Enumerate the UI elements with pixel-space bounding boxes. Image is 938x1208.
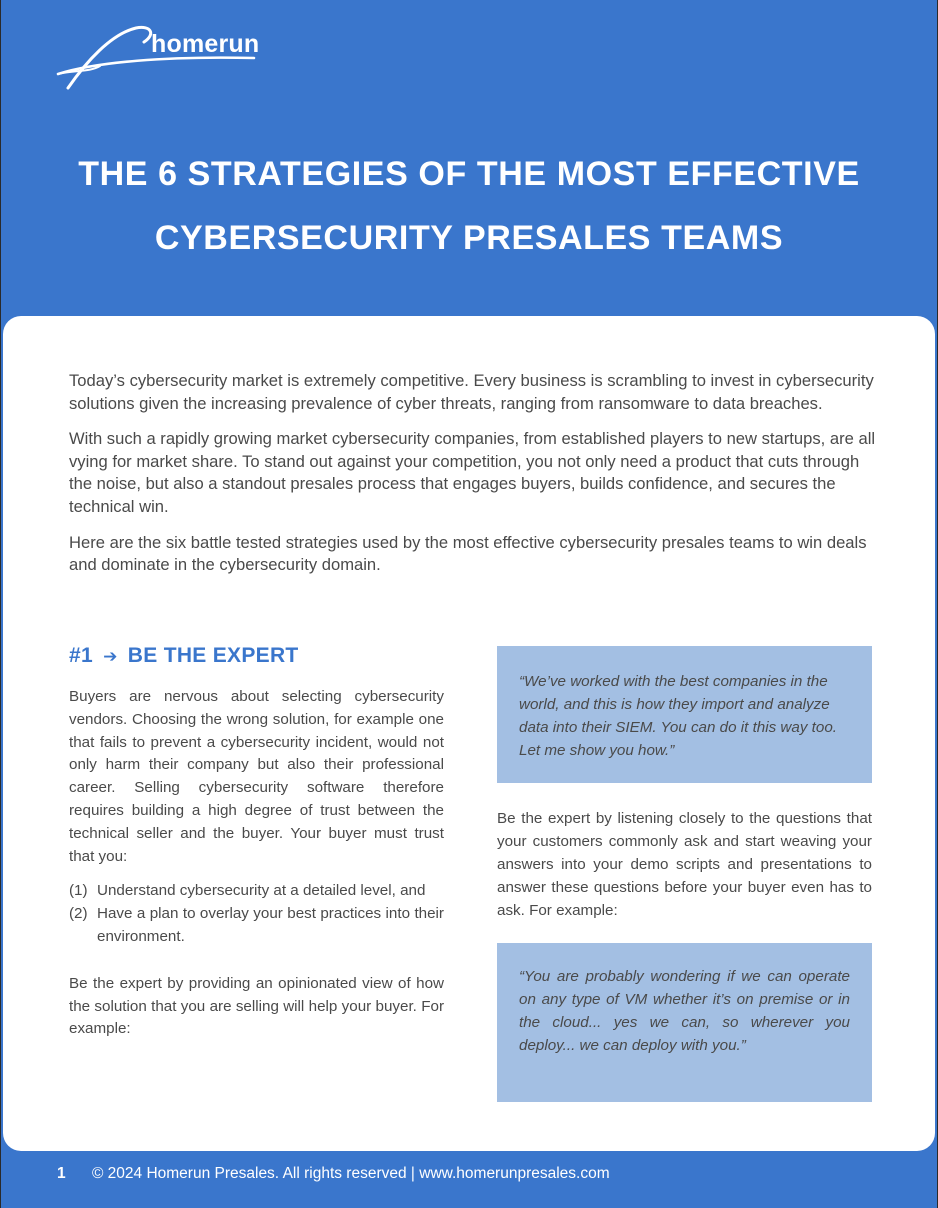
section-body: Buyers are nervous about selecting cybersecurity vendors. Choosing the wrong solution, for example one that fails to prevent a cybersecurity incident, would not only harm their company but also their professional career. Selling cybersecurity software therefore requires building a high degree of trust between the technical seller and the buyer. Your buyer must trust that you:: [69, 688, 444, 865]
arrow-right-icon: ➔: [103, 647, 118, 666]
quote-text-1: “We’ve worked with the best companies in the world, and this is how they import and analyze data into their SIEM. You can do it this way too. Let me show you how.”: [519, 673, 837, 759]
page-number: 1: [57, 1165, 66, 1182]
list-item-text: Have a plan to overlay your best practices into their environment.: [97, 905, 444, 945]
section-number: #1: [69, 644, 93, 667]
list-item-number: (2): [69, 905, 88, 923]
quote-box-1: [497, 646, 872, 783]
section-heading: [69, 644, 299, 668]
intro-paragraph-1: Today’s cybersecurity market is extremely competitive. Every business is scrambling to invest in cybersecurity solutions given the increasing prevalence of cyber threats, ranging from ransomware to data breaches.: [69, 371, 874, 413]
list-item-number: (1): [69, 882, 88, 900]
list-item: [69, 903, 444, 949]
right-column-paragraph: [497, 807, 872, 922]
right-body: Be the expert by listening closely to the questions that your customers commonly ask and start weaving your answers into your demo scripts and presentations to answer these questions before your buyer even has to ask. For example:: [497, 810, 872, 919]
homerun-logo: [56, 22, 266, 94]
title-line-2: CYBERSECURITY PRESALES TEAMS: [154, 219, 784, 257]
footer: [57, 1165, 610, 1183]
quote-box-2: [497, 943, 872, 1102]
title-line-1: THE 6 STRATEGIES OF THE MOST EFFECTIVE: [78, 155, 860, 193]
section-title: BE THE EXPERT: [127, 644, 299, 667]
list-item-text: Understand cybersecurity at a detailed level, and: [97, 882, 426, 900]
left-column: [69, 686, 444, 1041]
brand-name: homerun: [151, 30, 260, 58]
intro-section: [69, 370, 881, 590]
footer-text: © 2024 Homerun Presales. All rights reserved | www.homerunpresales.com: [91, 1165, 610, 1182]
list-item: [69, 880, 444, 903]
quote-text-2: “You are probably wondering if we can operate on any type of VM whether it’s on premise or in the cloud... yes we can, so wherever you deploy... we can deploy with you.”: [519, 968, 850, 1054]
intro-paragraph-2: With such a rapidly growing market cybersecurity companies, from established players to new startups, are all vying for market share. To stand out against your competition, you not only need a product that cuts through the noise, but also a standout presales process that engages buyers, builds confidence, and secures the technical win.: [69, 429, 876, 516]
after-list-paragraph: Be the expert by providing an opinionated view of how the solution that you are selling will help your buyer. For example:: [69, 974, 444, 1038]
intro-paragraph-3: Here are the six battle tested strategies used by the most effective cybersecurity presales teams to win deals and dominate in the cybersecurity domain.: [69, 532, 867, 575]
page-title: [1, 142, 937, 270]
trust-list: [69, 880, 444, 948]
